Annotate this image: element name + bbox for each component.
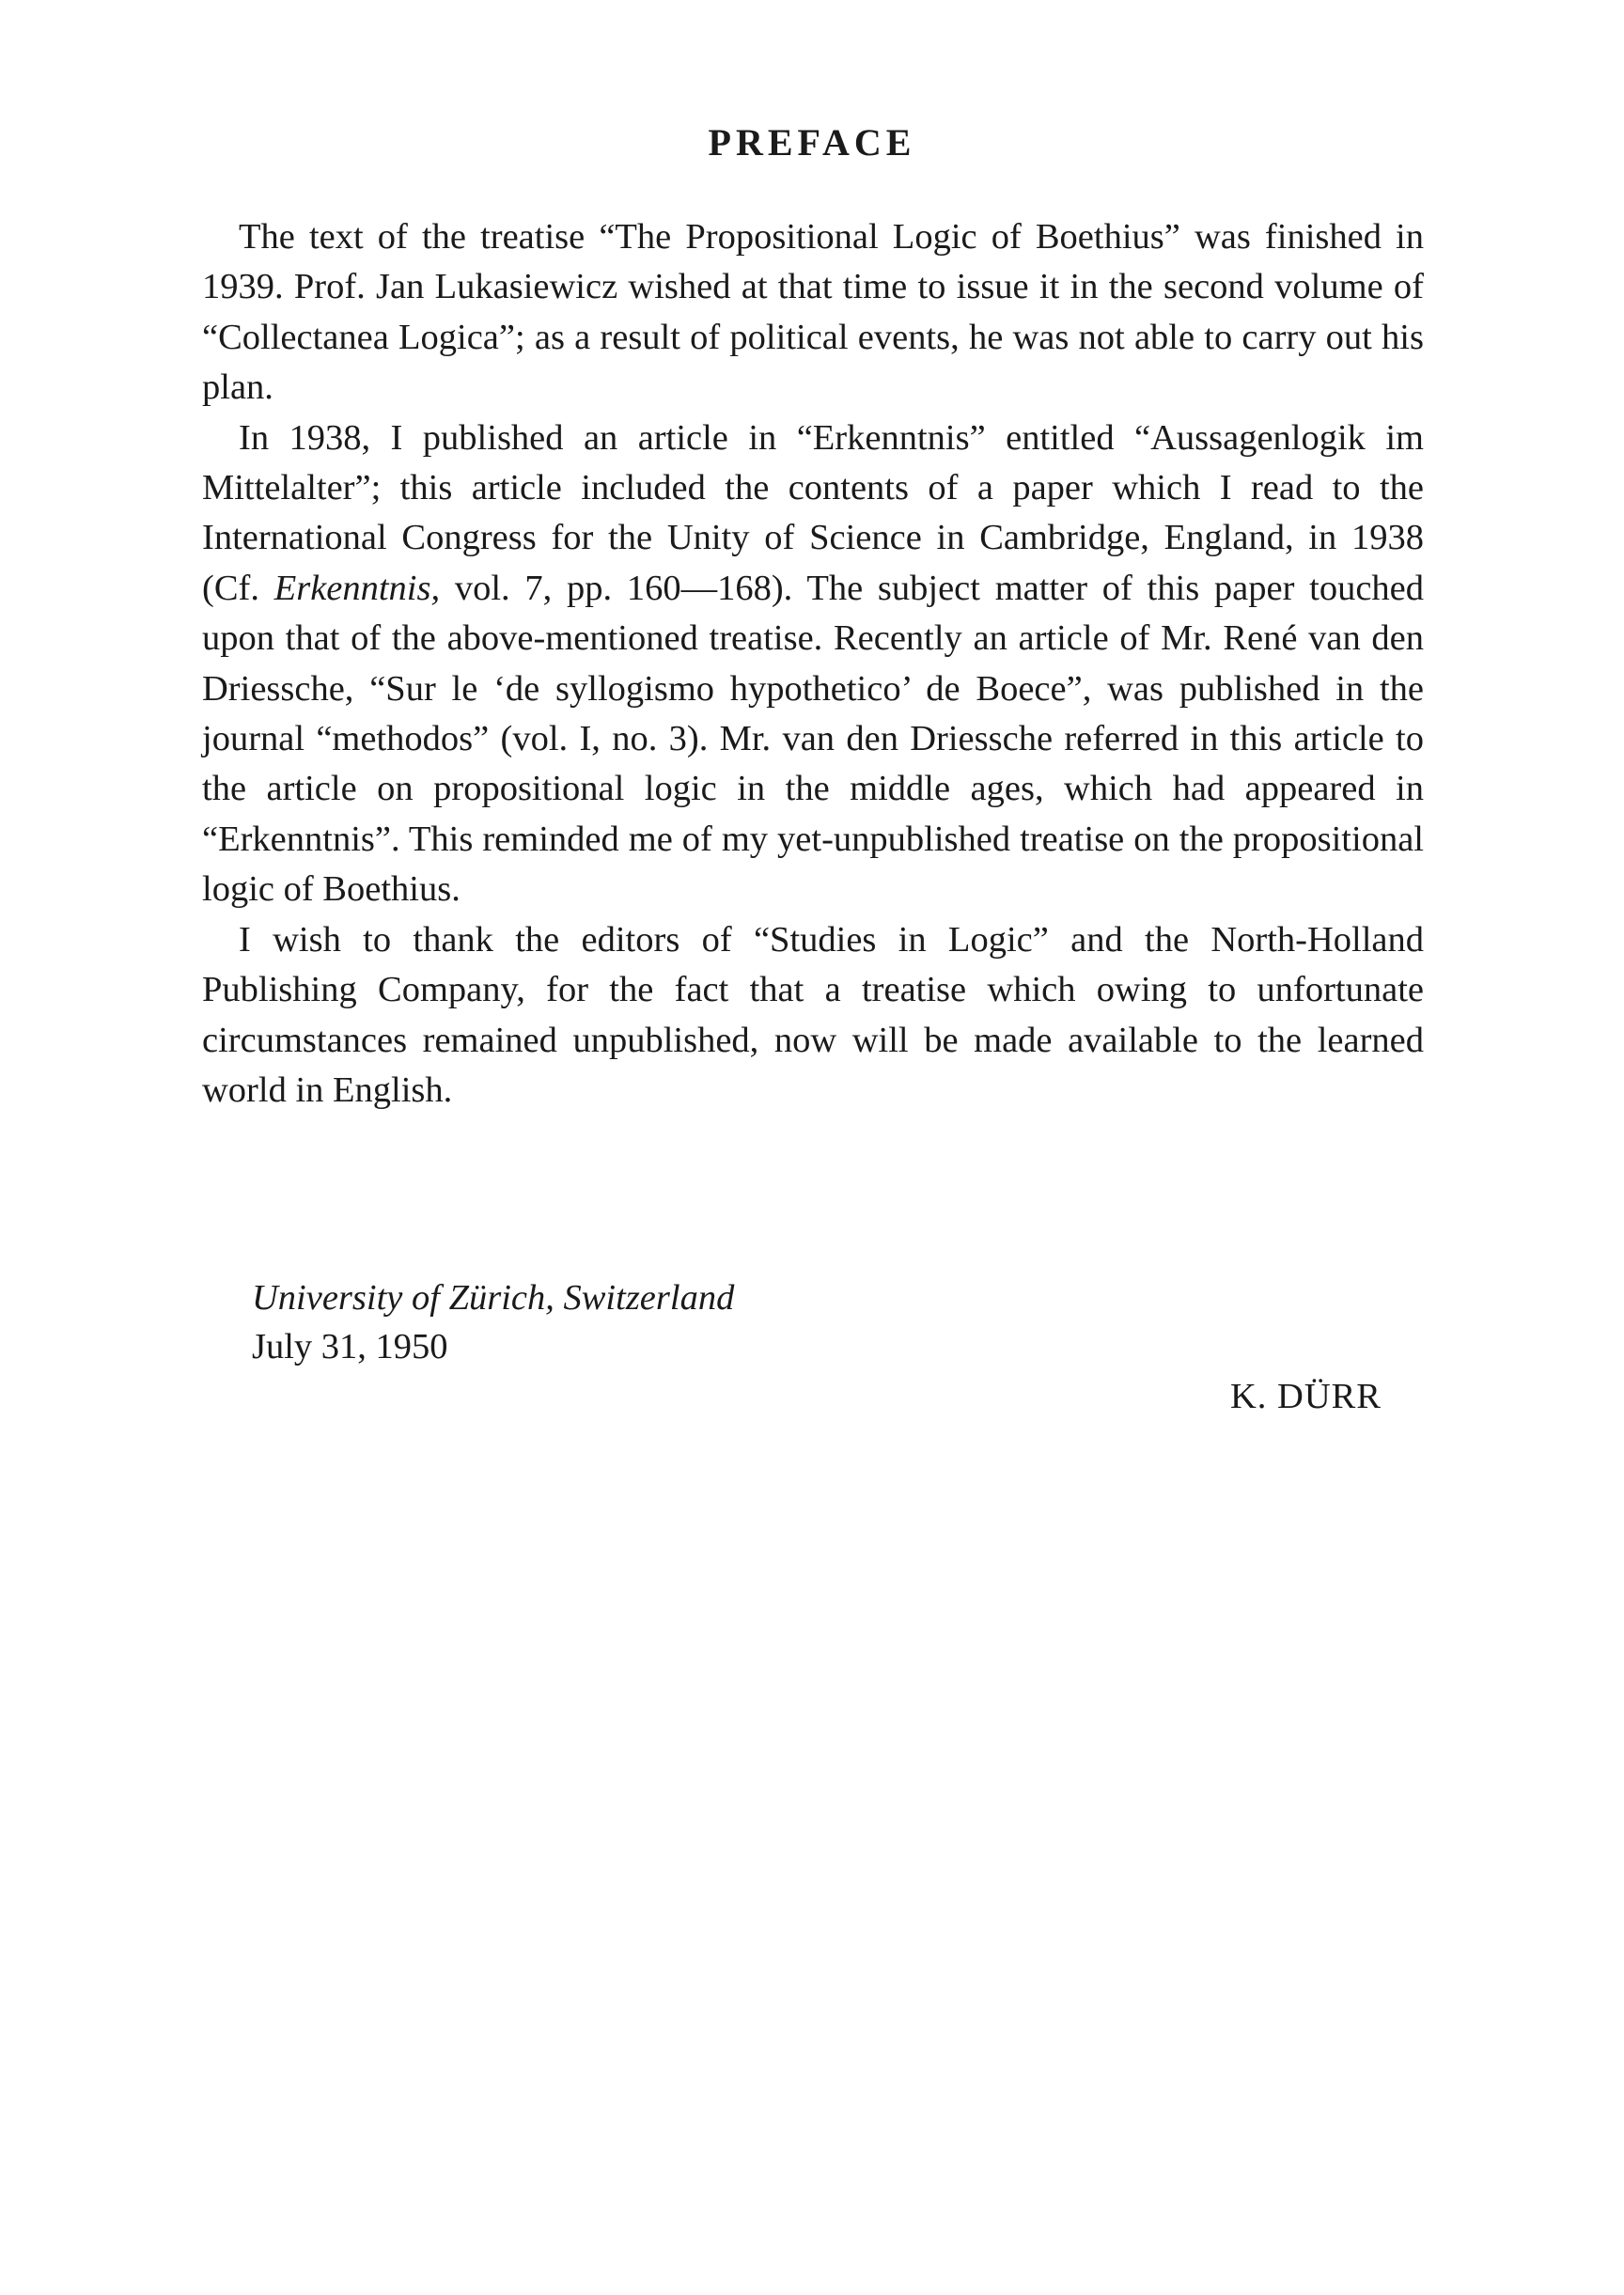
journal-title-italic: Erkenntnis, [273, 568, 441, 608]
signature-author: K. DÜRR [1229, 1377, 1382, 1416]
paragraph-1-text: The text of the treatise “The Propositional Logic of Boethius” was finished in 1939. Prof. Jan Lukasiewicz wished at that time to issue it in the second volume of “Collectanea Logica”; as a result of political events, he was not able to carry out his plan. [202, 217, 1424, 408]
signature-block [252, 1273, 734, 1371]
signature-place: University of Zürich, Switzerland [252, 1278, 735, 1318]
preface-body [202, 212, 1424, 1116]
signature-date: July 31, 1950 [252, 1327, 448, 1366]
paragraph-2-text-start: In 1938, I published an article in “Erkenntnis” entitled “Aussagenlogik im Mittelalter”; this article included the contents of a paper which I read to the International Congress for the Unity of Science in Cambridge, England, in 1938 (Cf. [202, 417, 1424, 608]
paragraph-2-text-end: vol. 7, pp. 160—168). The subject matter of this paper touched upon that of the above-mentioned treatise. Recently an article of Mr. René van den Driessche, “Sur le ‘de syllogismo hypothetico’ de Boece”, was published in the journal “methodos” (vol. I, no. 3). Mr. van den Driessche referred in this article to the article on propositional logic in the middle ages, which had appeared in “Erkenntnis”. This reminded me of my yet-unpublished treatise on the propositional logic of Boethius. [202, 568, 1424, 910]
paragraph-2 [202, 414, 1424, 915]
paragraph-3-text: I wish to thank the editors of “Studies in Logic” and the North-Holland Publishing Company, for the fact that a treatise which owing to unfortunate circumstances remained unpublished, now will be made available to the learned world in English. [202, 919, 1424, 1110]
paragraph-3 [202, 915, 1424, 1116]
paragraph-1 [202, 212, 1424, 414]
page-title: PREFACE [708, 121, 916, 164]
